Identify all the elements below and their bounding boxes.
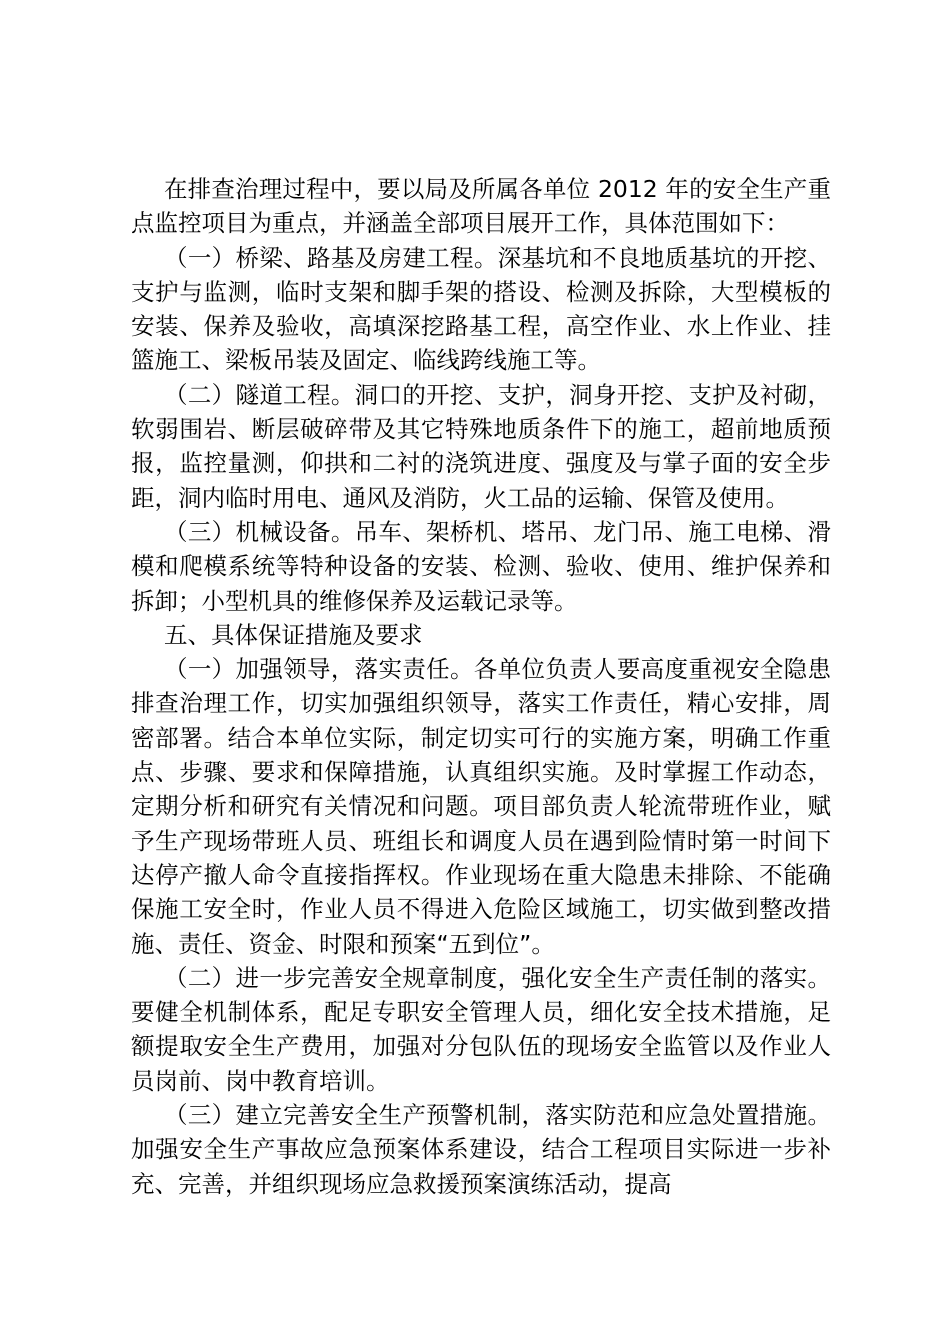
paragraph-regulations: （二）进一步完善安全规章制度，强化安全生产责任制的落实。要健全机制体系，配足专职安全管理人员，细化安全技术措施，足额提取安全生产费用，加强对分包队伍的现场安全监管以及作业人员岗前、岗中教育培训。 bbox=[131, 963, 831, 1095]
paragraph-early-warning: （三）建立完善安全生产预警机制，落实防范和应急处置措施。加强安全生产事故应急预案体系建设，结合工程项目实际进一步补充、完善，并组织现场应急救援预案演练活动，提高 bbox=[131, 1101, 831, 1198]
paragraph-scope-intro: 在排查治理过程中，要以局及所属各单位 2012 年的安全生产重点监控项目为重点，并涵盖全部项目展开工作，具体范围如下： bbox=[131, 175, 831, 238]
paragraph-leadership: （一）加强领导，落实责任。各单位负责人要高度重视安全隐患排查治理工作，切实加强组织领导，落实工作责任，精心安排，周密部署。结合本单位实际，制定切实可行的实施方案，明确工作重点、步骤、要求和保障措施，认真组织实施。及时掌握工作动态，定期分析和研究有关情况和问题。项目部负责人轮流带班作业，赋予生产现场带班人员、班组长和调度人员在遇到险情时第一时间下达停产撤人命令直接指挥权。作业现场在重大隐患未排除、不能确保施工安全时，作业人员不得进入危险区域施工，切实做到整改措施、责任、资金、时限和预案“五到位”。 bbox=[131, 655, 831, 958]
paragraph-machinery: （三）机械设备。吊车、架桥机、塔吊、龙门吊、施工电梯、滑模和爬模系统等特种设备的安装、检测、验收、使用、维护保养和拆卸；小型机具的维修保养及运载记录等。 bbox=[131, 517, 831, 615]
paragraph-bridge-roadbed: （一）桥梁、路基及房建工程。深基坑和不良地质基坑的开挖、支护与监测，临时支架和脚手架的搭设、检测及拆除，大型模板的安装、保养及验收，高填深挖路基工程，高空作业、水上作业、挂篮施工、梁板吊装及固定、临线跨线施工等。 bbox=[131, 243, 831, 375]
document-body bbox=[131, 172, 831, 1201]
paragraph-tunnel: （二）隧道工程。洞口的开挖、支护，洞身开挖、支护及衬砌，软弱围岩、断层破碎带及其它特殊地质条件下的施工，超前地质预报，监控量测，仰拱和二衬的浇筑进度、强度及与掌子面的安全步距，洞内临时用电、通风及消防，火工品的运输、保管及使用。 bbox=[131, 380, 831, 512]
section-heading-measures: 五、具体保证措施及要求 bbox=[164, 620, 423, 649]
